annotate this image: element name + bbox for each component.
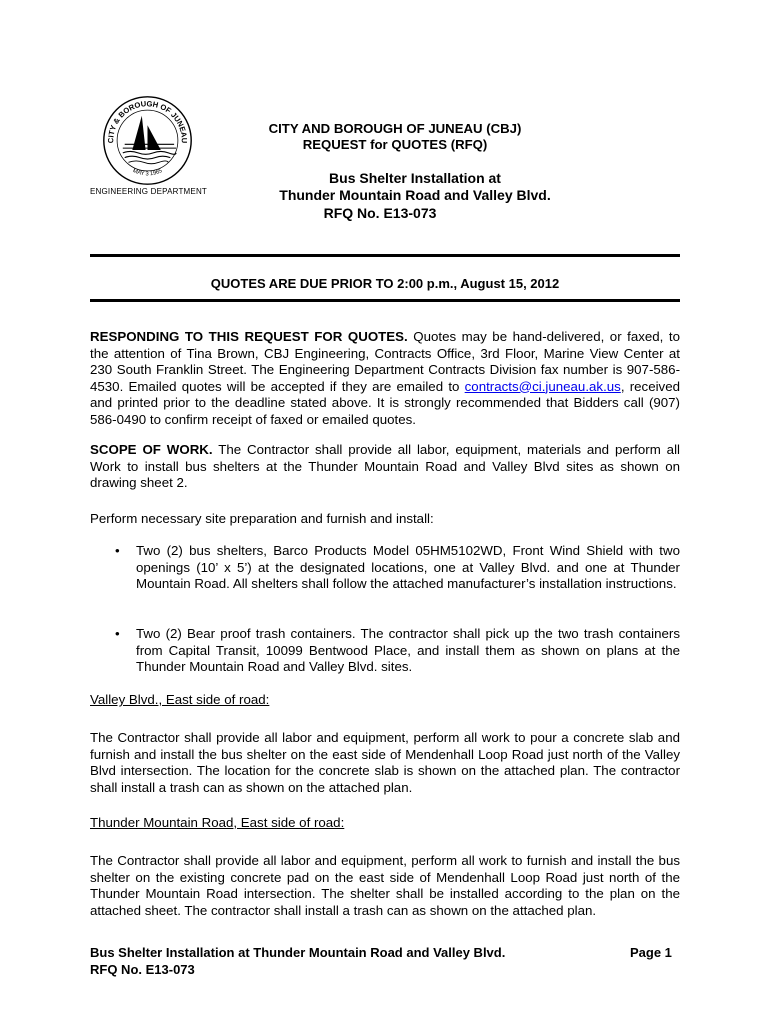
footer-rfq: RFQ No. E13-073 — [90, 962, 195, 977]
valley-heading: Valley Blvd., East side of road: — [90, 692, 270, 707]
top-divider — [90, 254, 680, 257]
bottom-divider — [90, 299, 680, 302]
svg-text:MAY 3 1965 — [132, 168, 164, 177]
responding-paragraph — [90, 329, 680, 428]
scope-heading: SCOPE OF WORK. — [90, 442, 213, 457]
contracts-email-link[interactable]: contracts@ci.juneau.ak.us — [464, 378, 621, 394]
doc-type-title: REQUEST for QUOTES (RFQ) — [302, 137, 488, 152]
seal-text-top: CITY & BOROUGH OF JUNEAU — [106, 99, 189, 144]
thunder-paragraph: The Contractor shall provide all labor and equipment, perform all work to furnish and install the bus shelter on the existing concrete pad on the east side of Mendenhall Loop Road just north of the Thunder Mountain Road intersection. The shelter shall be installed according to the plan on the attached sheet. The contractor shall install a trash can as shown on the attached plan. — [90, 853, 680, 918]
bullet-item-shelters: Two (2) bus shelters, Barco Products Model 05HM5102WD, Front Wind Shield with two openings (10’ x 5’) at the designated locations, one at Valley Blvd. and one at Thunder Mountain Road. All shelters shall follow the attached manufacturer’s installation instructions. — [136, 543, 680, 591]
department-label: ENGINEERING DEPARTMENT — [90, 187, 208, 196]
responding-text-end: , received and printed prior to the deadline stated above. It is strongly recommended that Bidders call (907) 586-0490 to confirm receipt of faxed or emailed quotes. — [90, 378, 680, 427]
scope-text: The Contractor shall provide all labor, equipment, materials and perform all Work to install bus shelters at the Thunder Mountain Road and Valley Blvd sites as shown on drawing sheet 2. — [90, 442, 680, 490]
project-title-line2: Thunder Mountain Road and Valley Blvd. — [279, 187, 551, 203]
bullet-marker: • — [115, 626, 120, 641]
valley-paragraph: The Contractor shall provide all labor and equipment, perform all work to pour a concrete slab and furnish and install the bus shelter on the east side of Mendenhall Loop Road just north of the Valley Blvd intersection. The location for the concrete slab is shown on the attached plan. The contractor shall install a trash can as shown on the attached plan. — [90, 730, 680, 795]
prep-paragraph: Perform necessary site preparation and furnish and install: — [90, 511, 434, 526]
scope-paragraph — [90, 442, 680, 492]
project-title-line1: Bus Shelter Installation at — [329, 170, 501, 186]
rfq-number: RFQ No. E13-073 — [323, 205, 437, 221]
org-title: CITY AND BOROUGH OF JUNEAU (CBJ) — [268, 121, 522, 136]
bullet-item-trash: Two (2) Bear proof trash containers. The contractor shall pick up the two trash containers from Capital Transit, 10099 Bentwood Place, and install them as shown on plans at the Thunder Mountain Road and Valley Blvd. sites. — [136, 626, 680, 674]
cbj-seal-logo — [100, 93, 195, 188]
responding-heading: RESPONDING TO THIS REQUEST FOR QUOTES. — [90, 329, 408, 344]
responding-text: Quotes may be hand-delivered, or faxed, to the attention of Tina Brown, CBJ Engineering, Contracts Office, 3rd Floor, Marine View Center at 230 South Franklin Street. The Engineering Department Contracts Division fax number is 907-586-4530. Emailed quotes will be accepted if they are emailed to — [90, 329, 680, 394]
seal-text-bottom: MAY 3 1965 — [131, 168, 164, 178]
page-number: Page 1 — [630, 945, 672, 960]
thunder-heading: Thunder Mountain Road, East side of road: — [90, 815, 345, 830]
due-notice: QUOTES ARE DUE PRIOR TO 2:00 p.m., August 15, 2012 — [210, 276, 560, 291]
bullet-marker: • — [115, 543, 120, 558]
footer-title: Bus Shelter Installation at Thunder Mountain Road and Valley Blvd. — [90, 945, 506, 960]
